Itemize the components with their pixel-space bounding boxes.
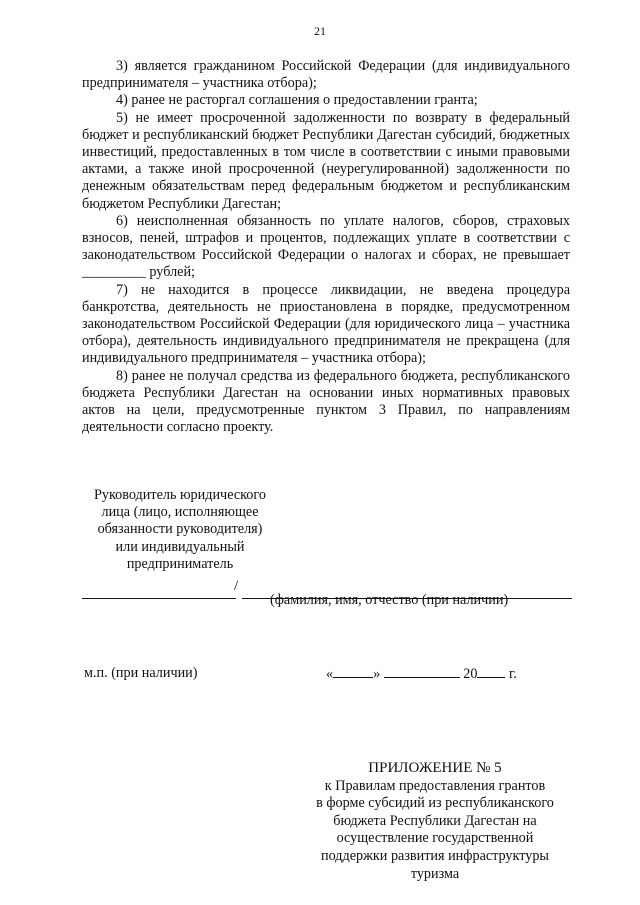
signatory-label-line: предприниматель: [126, 555, 234, 572]
requirement-item-6: 6) неисполненная обязанность по уплате налогов, сборов, страховых взносов, пеней, штрафов и процентов, подлежащих уплате в соответствии с законодательством Российской Федерации о налогах и сборах, не превышает _________ рублей;: [82, 212, 570, 281]
appendix-header: [292, 760, 578, 883]
signatory-label-line: Руководитель юридического: [94, 487, 266, 503]
appendix-line: поддержки развития инфраструктуры: [321, 847, 549, 864]
date-open-quote: «: [326, 666, 334, 682]
appendix-title: ПРИЛОЖЕНИЕ № 5: [368, 760, 502, 776]
month-blank: [384, 665, 460, 678]
signatory-label: [80, 487, 280, 573]
requirement-item-7: 7) не находится в процессе ликвидации, не введена процедура банкротства, деятельность не приостановлена в порядке, предусмотренном законодательством Российской Федерации (для юридического лица – участника отбора), деятельность индивидуального предпринимателя не прекращена (для индивидуального предпринимателя – участника отбора);: [82, 281, 570, 367]
appendix-line: в форме субсидий из республиканского: [316, 795, 554, 812]
signatory-label-line: или индивидуальный: [115, 538, 245, 555]
appendix-line: туризма: [410, 865, 460, 882]
signature-blank-line: [82, 598, 236, 599]
signatory-label-line: лица (лицо, исполняющее: [101, 504, 259, 521]
day-blank: [333, 665, 373, 678]
requirements-list: [82, 58, 570, 436]
requirement-item-5: 5) не имеет просроченной задолженности по возврату в федеральный бюджет и республиканский бюджет Республики Дагестан субсидий, бюджетных инвестиций, предоставленных в том числе в соответствии с иными правовыми актами, а также иной просроченной (неурегулированной) задолженности по денежным обязательствам перед федеральным бюджетом и республиканским бюджетом Республики Дагестан;: [82, 109, 570, 212]
requirement-item-4: 4) ранее не расторгал соглашения о предоставлении гранта;: [116, 92, 478, 109]
requirement-item-8: 8) ранее не получал средства из федерального бюджета, республиканского бюджета Республики Дагестан на основании иных нормативных правовых актов на цели, предусмотренные пунктом 3 Правил, по направлениям деятельности согласно проекту.: [82, 367, 570, 436]
appendix-line: бюджета Республики Дагестан на: [333, 812, 537, 829]
date-close-quote: »: [373, 666, 381, 682]
year-suffix: г.: [509, 666, 517, 682]
requirement-item-3: 3) является гражданином Российской Федерации (для индивидуального предпринимателя – участника отбора);: [82, 58, 570, 92]
appendix-line: к Правилам предоставления грантов: [324, 777, 546, 794]
signatory-label-line: обязанности руководителя): [97, 521, 263, 538]
year-blank: [477, 665, 505, 678]
full-name-caption: (фамилия, имя, отчество (при наличии): [270, 592, 509, 608]
signature-separator: /: [234, 578, 239, 594]
year-prefix: 20: [463, 666, 478, 682]
stamp-placeholder: м.п. (при наличии): [84, 665, 198, 681]
date-field: [326, 665, 517, 683]
appendix-line: осуществление государственной: [336, 830, 534, 847]
page-number: 21: [314, 24, 326, 38]
